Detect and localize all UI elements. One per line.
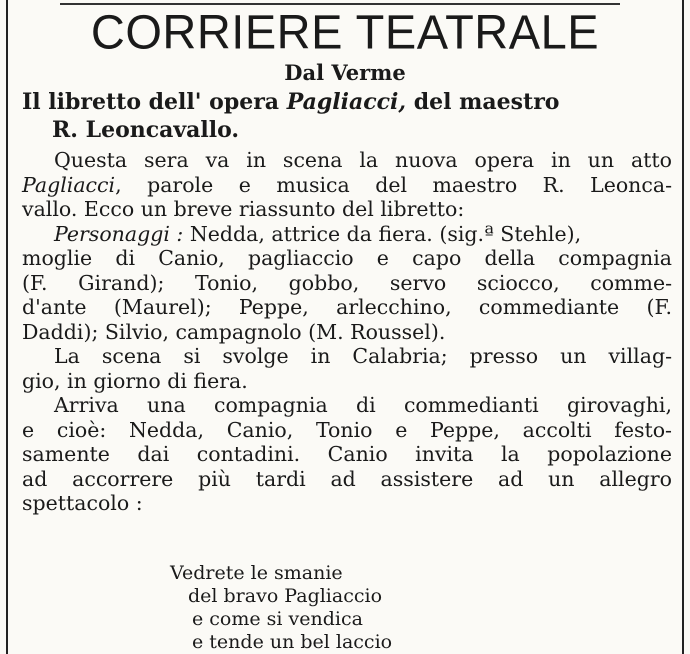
body-line: Questa sera va in scena la nuova opera in un atto <box>54 148 672 172</box>
body-line: Arriva una compagnia di commedianti girovaghi, <box>54 393 672 417</box>
body-line: (F. Girand); Tonio, gobbo, servo sciocco, comme- <box>22 270 672 295</box>
body-line: moglie di Canio, pagliaccio e capo della compagnia <box>22 246 672 270</box>
body-line: e cioè: Nedda, Canio, Tonio e Peppe, accolti festo- <box>22 417 672 442</box>
body-line: gio, in giorno di fiera. <box>22 368 248 393</box>
article-body <box>22 148 672 516</box>
body-line: La scena si svolge in Calabria; presso un villag- <box>54 344 672 368</box>
paragraph-plot <box>22 393 672 516</box>
verse-line: del bravo Pagliaccio <box>188 585 383 607</box>
body-line: ad accorrere più tardi ad assistere ad un allegro <box>22 466 672 491</box>
section-title: Dal Verme <box>284 60 406 85</box>
body-line: Pagliacci, parole e musica del maestro R. Leonca- <box>22 172 672 197</box>
headline-opera-title: Pagliacci, <box>286 89 407 115</box>
verse-line: e come si vendica <box>192 608 363 630</box>
paragraph-intro <box>22 148 672 222</box>
paragraph-setting <box>22 344 672 393</box>
body-line: vallo. Ecco un breve riassunto del libretto: <box>22 197 465 221</box>
paragraph-characters <box>22 222 672 345</box>
verse-quote <box>170 562 392 654</box>
masthead-title: CORRIERE TEATRALE <box>90 4 600 59</box>
body-line: samente dai contadini. Canio invita la popolazione <box>22 442 672 466</box>
body-line: spettacolo : <box>22 491 143 515</box>
characters-label: Personaggi : <box>54 221 184 246</box>
body-line: d'ante (Maurel); Peppe, arlecchino, commediante (F. <box>22 295 672 319</box>
right-column-rule <box>682 0 684 654</box>
verse-line: e tende un bel laccio <box>192 631 393 653</box>
headline-text-b: del maestro <box>406 89 560 115</box>
verse-line: Vedrete le smanie <box>170 562 343 584</box>
headline-text-a: Il libretto dell' opera <box>22 89 287 115</box>
body-line: Daddi); Silvio, campagnolo (M. Roussel). <box>22 319 446 344</box>
opera-title-inline: Pagliacci <box>22 172 116 197</box>
body-line: Personaggi : Nedda, attrice da fiera. (sig.ª Stehle), <box>54 221 582 246</box>
article-headline <box>22 88 672 144</box>
left-column-rule <box>6 0 8 654</box>
headline-composer: R. Leoncavallo. <box>52 117 240 143</box>
